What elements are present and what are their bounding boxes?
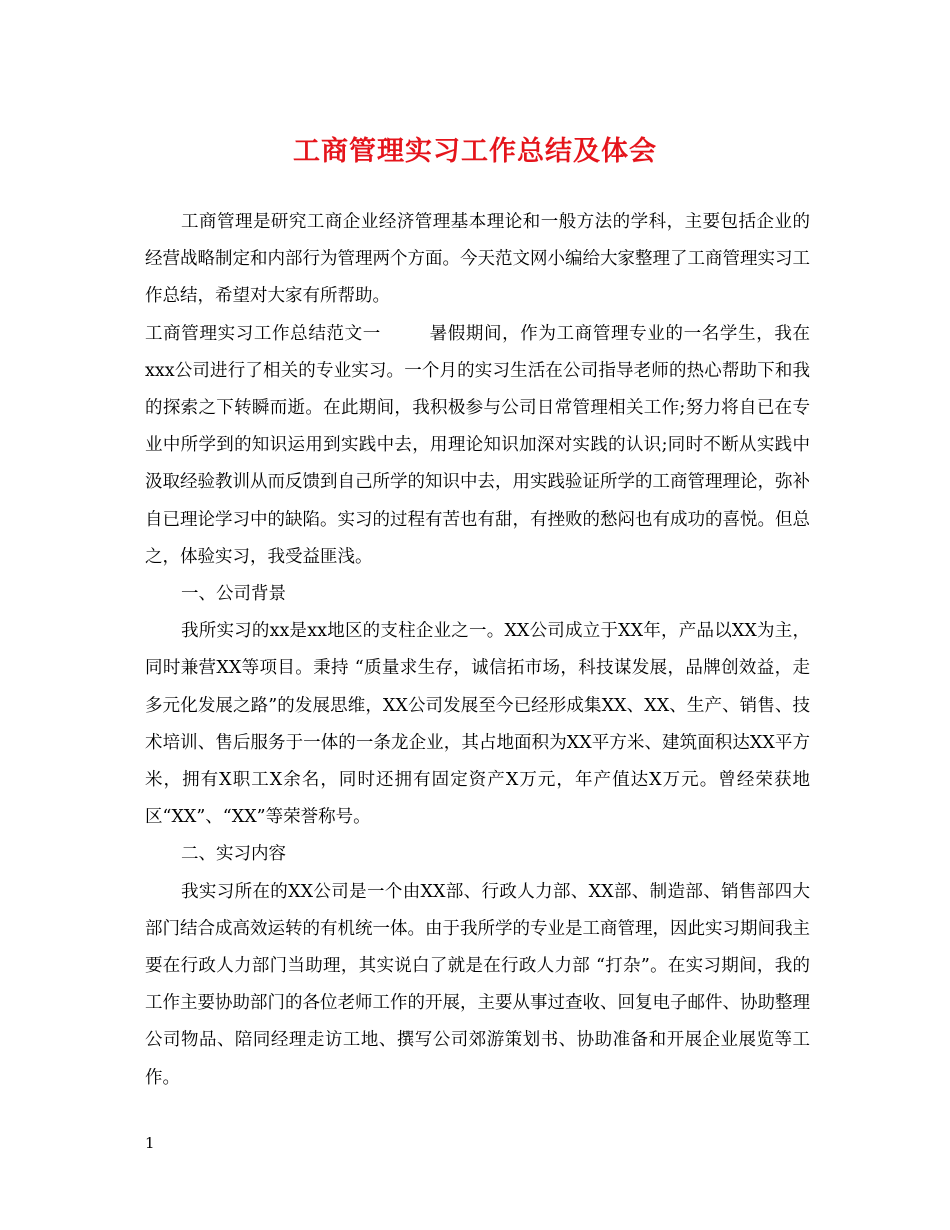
page-number: 1	[145, 1134, 155, 1152]
content-paragraph: 我实习所在的XX公司是一个由XX部、行政人力部、XX部、制造部、销售部四大部门结合成高效运转的有机统一体。由于我所学的专业是工商管理，因此实习期间我主要在行政人力部门当助理，其实说白了就是在行政人力部 “打杂”。在实习期间，我的工作主要协助部门的各位老师工作的开展，主要从事过查收、回复电子邮件、协助整理公司物品、陪同经理走访工地、撰写公司郊游策划书、协助准备和开展企业展览等工作。	[145, 881, 810, 1088]
document-body	[145, 204, 810, 1097]
sample-body: 暑假期间，作为工商管理专业的一名学生，我在xxx公司进行了相关的专业实习。一个月的实习生活在公司指导老师的热心帮助下和我的探索之下转瞬而逝。在此期间，我积极参与公司日常管理相关工作;努力将自已在专业中所学到的知识运用到实践中去，用理论知识加深对实践的认识;同时不断从实践中汲取经验教训从而反馈到自己所学的知识中去，用实践验证所学的工商管理理论，弥补自已理论学习中的缺陷。实习的过程有苦也有甜，有挫败的愁闷也有成功的喜悦。但总之，体验实习，我受益匪浅。	[145, 323, 811, 567]
background-paragraph: 我所实习的xx是xx地区的支柱企业之一。XX公司成立于XX年，产品以XX为主，同时兼营XX等项目。秉持 “质量求生存，诚信拓市场，科技谋发展，品牌创效益，走多元化发展之路”的发展思维，XX公司发展至今已经形成集XX、XX、生产、销售、技术培训、售后服务于一体的一条龙企业，其占地面积为XX平方米、建筑面积达XX平方米，拥有X职工X余名，同时还拥有固定资产X万元，年产值达X万元。曾经荣获地区“XX”、“XX”等荣誉称号。	[145, 621, 810, 828]
section-heading-content: 二、实习内容	[181, 844, 286, 865]
sample-paragraph	[145, 316, 810, 576]
section-heading-background: 一、公司背景	[181, 584, 286, 605]
document-title: 工商管理实习工作总结及体会	[293, 136, 657, 167]
intro-paragraph: 工商管理是研究工商企业经济管理基本理论和一般方法的学科，主要包括企业的经营战略制定和内部行为管理两个方面。今天范文网小编给大家整理了工商管理实习工作总结，希望对大家有所帮助。	[145, 212, 810, 307]
sample-heading: 工商管理实习工作总结范文一	[145, 323, 381, 344]
